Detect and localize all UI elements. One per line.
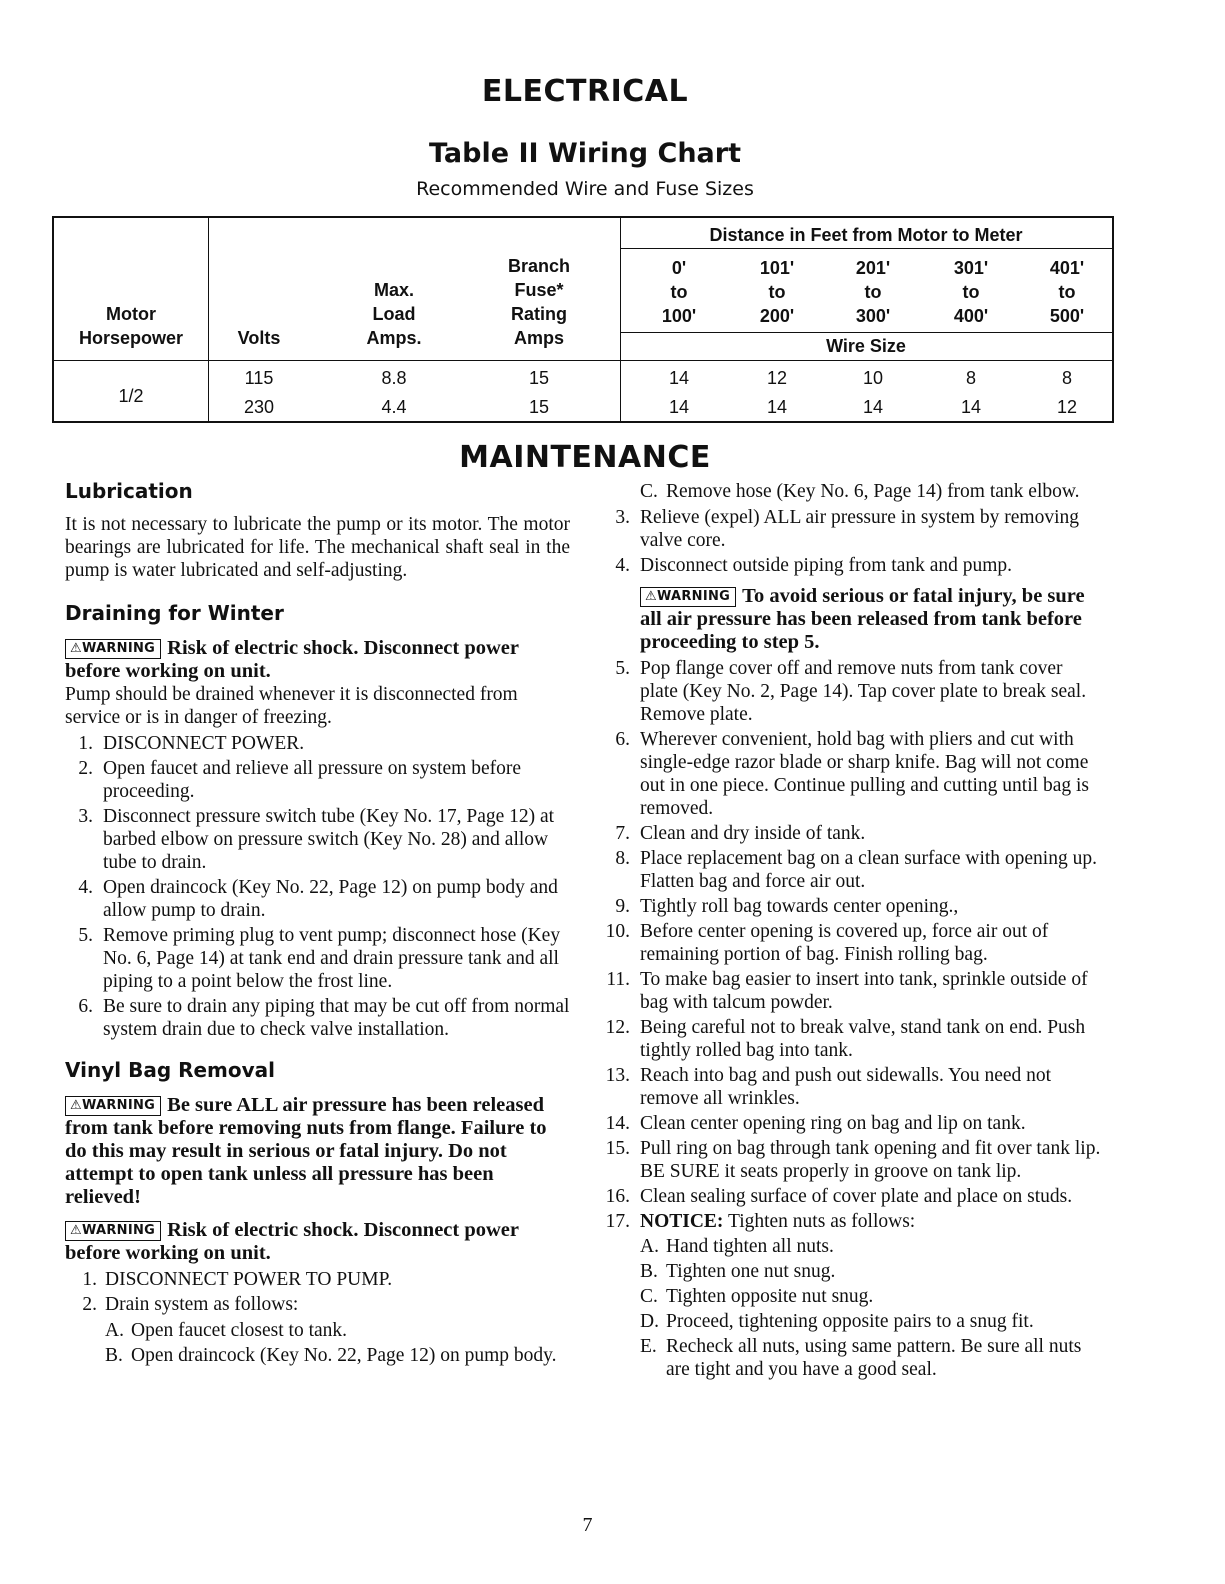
range-to: to: [864, 282, 882, 302]
volts-cell: 230: [243, 397, 275, 417]
list-item: 16. Clean sealing surface of cover plate and place on studs.: [605, 1186, 1073, 1207]
list-item: 9. Tightly roll bag towards center opening.,: [615, 896, 959, 917]
hp-cell: 1/2: [118, 386, 144, 406]
vinyl-warning-2: ⚠WARNING Risk of electric shock. Disconnect power before working on unit.: [65, 1219, 519, 1264]
tighten-substeps: [640, 1235, 1105, 1381]
list-item: A. Hand tighten all nuts.: [640, 1236, 834, 1257]
max-header-3: Amps.: [366, 328, 422, 348]
list-item: 2. Drain system as follows:: [82, 1294, 299, 1315]
vinyl-steps: [73, 1268, 570, 1316]
warning-badge: ⚠WARNING: [65, 1096, 161, 1116]
amps-cell: 4.4: [381, 397, 407, 417]
fuse-cell: 15: [528, 397, 550, 417]
motor-header-2: Horsepower: [78, 328, 184, 348]
list-item: 2. Open faucet and relieve all pressure on system before proceeding.: [78, 758, 521, 802]
wire-cell: 8: [965, 368, 976, 388]
list-item: 14. Clean center opening ring on bag and lip on tank.: [605, 1113, 1026, 1134]
warning-badge: ⚠WARNING: [640, 587, 736, 607]
list-item: 3. Disconnect pressure switch tube (Key No. 17, Page 12) at barbed elbow on pressure switch (Key No. 28) and allow tube to drain.: [78, 806, 555, 873]
range-end: 300': [855, 306, 891, 326]
electrical-heading: ELECTRICAL: [481, 74, 689, 109]
list-item: 13. Reach into bag and push out sidewalls. You need not remove all wrinkles.: [605, 1065, 1052, 1109]
bag-steps: [602, 657, 1105, 1233]
wiring-chart-table: [52, 216, 1114, 423]
amps-cell: 8.8: [381, 368, 407, 388]
range-from: 201': [855, 258, 891, 278]
range-from: 401': [1049, 258, 1085, 278]
list-item: A. Open faucet closest to tank.: [105, 1320, 348, 1341]
warning-badge: ⚠WARNING: [65, 639, 161, 659]
wire-cell: 12: [1056, 397, 1078, 417]
list-item: 4. Disconnect outside piping from tank and pump.: [615, 555, 1013, 576]
left-column: [65, 480, 570, 1367]
draining-steps: [65, 732, 570, 1041]
list-item: C. Tighten opposite nut snug.: [640, 1286, 874, 1307]
draining-heading: Draining for Winter: [65, 601, 284, 625]
list-item: 7. Clean and dry inside of tank.: [615, 823, 866, 844]
range-to: to: [768, 282, 786, 302]
list-item: 6. Be sure to drain any piping that may be cut off from normal system drain due to check valve installation.: [78, 996, 570, 1040]
list-item: 8. Place replacement bag on a clean surface with opening up. Flatten bag and force air out.: [615, 848, 1097, 892]
table-title: Table II Wiring Chart: [429, 138, 741, 169]
fuse-header-4: Amps: [513, 328, 564, 348]
list-item: 10. Before center opening is covered up, force air out of remaining portion of bag. Finish rolling bag.: [605, 921, 1049, 965]
wire-cell: 14: [766, 397, 788, 417]
range-from: 101': [759, 258, 795, 278]
list-item: C. Remove hose (Key No. 6, Page 14) from tank elbow.: [640, 481, 1080, 502]
range-from: 301': [953, 258, 989, 278]
wire-cell: 14: [668, 397, 690, 417]
list-item: 3. Relieve (expel) ALL air pressure in system by removing valve core.: [615, 507, 1079, 551]
volts-cell: 115: [244, 368, 274, 388]
draining-text: Pump should be drained whenever it is disconnected from service or is in danger of freezing.: [65, 684, 518, 728]
max-header-2: Load: [372, 304, 416, 324]
motor-header-1: Motor: [106, 304, 156, 324]
list-item: 1. DISCONNECT POWER.: [78, 733, 305, 754]
range-end: 200': [759, 306, 795, 326]
vinyl-substeps: [105, 1319, 570, 1367]
fuse-header-1: Branch: [507, 256, 570, 276]
max-header-1: Max.: [373, 280, 415, 300]
lubrication-heading: Lubrication: [65, 479, 193, 503]
list-item: B. Open draincock (Key No. 22, Page 12) on pump body.: [105, 1345, 557, 1366]
fuse-header-2: Fuse*: [514, 280, 564, 300]
warning-badge: ⚠WARNING: [65, 1221, 161, 1241]
range-end: 500': [1049, 306, 1085, 326]
draining-warning: ⚠WARNING Risk of electric shock. Disconnect power before working on unit.: [65, 637, 519, 682]
wire-cell: 14: [960, 397, 982, 417]
list-item: 12. Being careful not to break valve, stand tank on end. Push tightly rolled bag into tank.: [605, 1017, 1086, 1061]
list-item: E. Recheck all nuts, using same pattern. Be sure all nuts are tight and you have a good seal.: [640, 1336, 1082, 1380]
list-item: 15. Pull ring on bag through tank opening and fit over tank lip. BE SURE it seats properly in groove on tank lip.: [605, 1138, 1101, 1182]
substep-c: [640, 480, 1105, 503]
notice-label: NOTICE:: [640, 1211, 724, 1232]
range-end: 100': [661, 306, 697, 326]
range-to: to: [670, 282, 688, 302]
list-item: 1. DISCONNECT POWER TO PUMP.: [82, 1269, 393, 1290]
list-item: 11. To make bag easier to insert into tank, sprinkle outside of bag with talcum powder.: [606, 969, 1088, 1013]
steps-before-warning: [602, 506, 1105, 577]
list-item: 5. Remove priming plug to vent pump; disconnect hose (Key No. 6, Page 14) at tank end and drain pressure tank and all piping to a point below the frost line.: [78, 925, 561, 992]
page-number: 7: [582, 1514, 593, 1536]
list-item: D. Proceed, tightening opposite pairs to a snug fit.: [640, 1311, 1034, 1332]
list-item: 17. NOTICE: Tighten nuts as follows:: [605, 1211, 916, 1232]
wire-cell: 14: [862, 397, 884, 417]
wire-cell: 10: [862, 368, 884, 388]
range-to: to: [1058, 282, 1076, 302]
wire-size-header: Wire Size: [826, 336, 906, 356]
fuse-cell: 15: [528, 368, 550, 388]
fuse-header-3: Rating: [511, 304, 567, 324]
maintenance-heading: MAINTENANCE: [459, 440, 711, 475]
vinyl-warning-1: ⚠WARNING Be sure ALL air pressure has been released from tank before removing nuts from flange. Failure to do this may result in serious or fatal injury. Do not attempt to open tank unless all pressure has been relieved!: [65, 1094, 547, 1208]
distance-header: Distance in Feet from Motor to Meter: [709, 225, 1023, 245]
list-item: 4. Open draincock (Key No. 22, Page 12) on pump body and allow pump to drain.: [78, 877, 558, 921]
range-end: 400': [953, 306, 989, 326]
wire-cell: 8: [1061, 368, 1072, 388]
range-from: 0': [671, 258, 687, 278]
table-subtitle: Recommended Wire and Fuse Sizes: [416, 178, 754, 200]
step5-warning: ⚠WARNING To avoid serious or fatal injury, be sure all air pressure has been released from tank before proceeding to step 5.: [640, 585, 1085, 653]
range-to: to: [962, 282, 980, 302]
list-item: 6. Wherever convenient, hold bag with pliers and cut with single-edge razor blade or sharp knife. Bag will not come out in one piece. Continue pulling and cutting until bag is removed.: [615, 729, 1089, 819]
list-item: 5. Pop flange cover off and remove nuts from tank cover plate (Key No. 2, Page 14). Tap cover plate to break seal. Remove plate.: [615, 658, 1087, 725]
right-column: [602, 480, 1105, 1381]
volts-header: Volts: [237, 328, 281, 348]
lubrication-text: It is not necessary to lubricate the pump or its motor. The motor bearings are lubricated for life. The mechanical shaft seal in the pump is water lubricated and self-adjusting.: [65, 514, 570, 581]
wire-cell: 12: [766, 368, 788, 388]
vinyl-bag-heading: Vinyl Bag Removal: [65, 1058, 276, 1082]
list-item: B. Tighten one nut snug.: [640, 1261, 836, 1282]
wire-cell: 14: [668, 368, 690, 388]
